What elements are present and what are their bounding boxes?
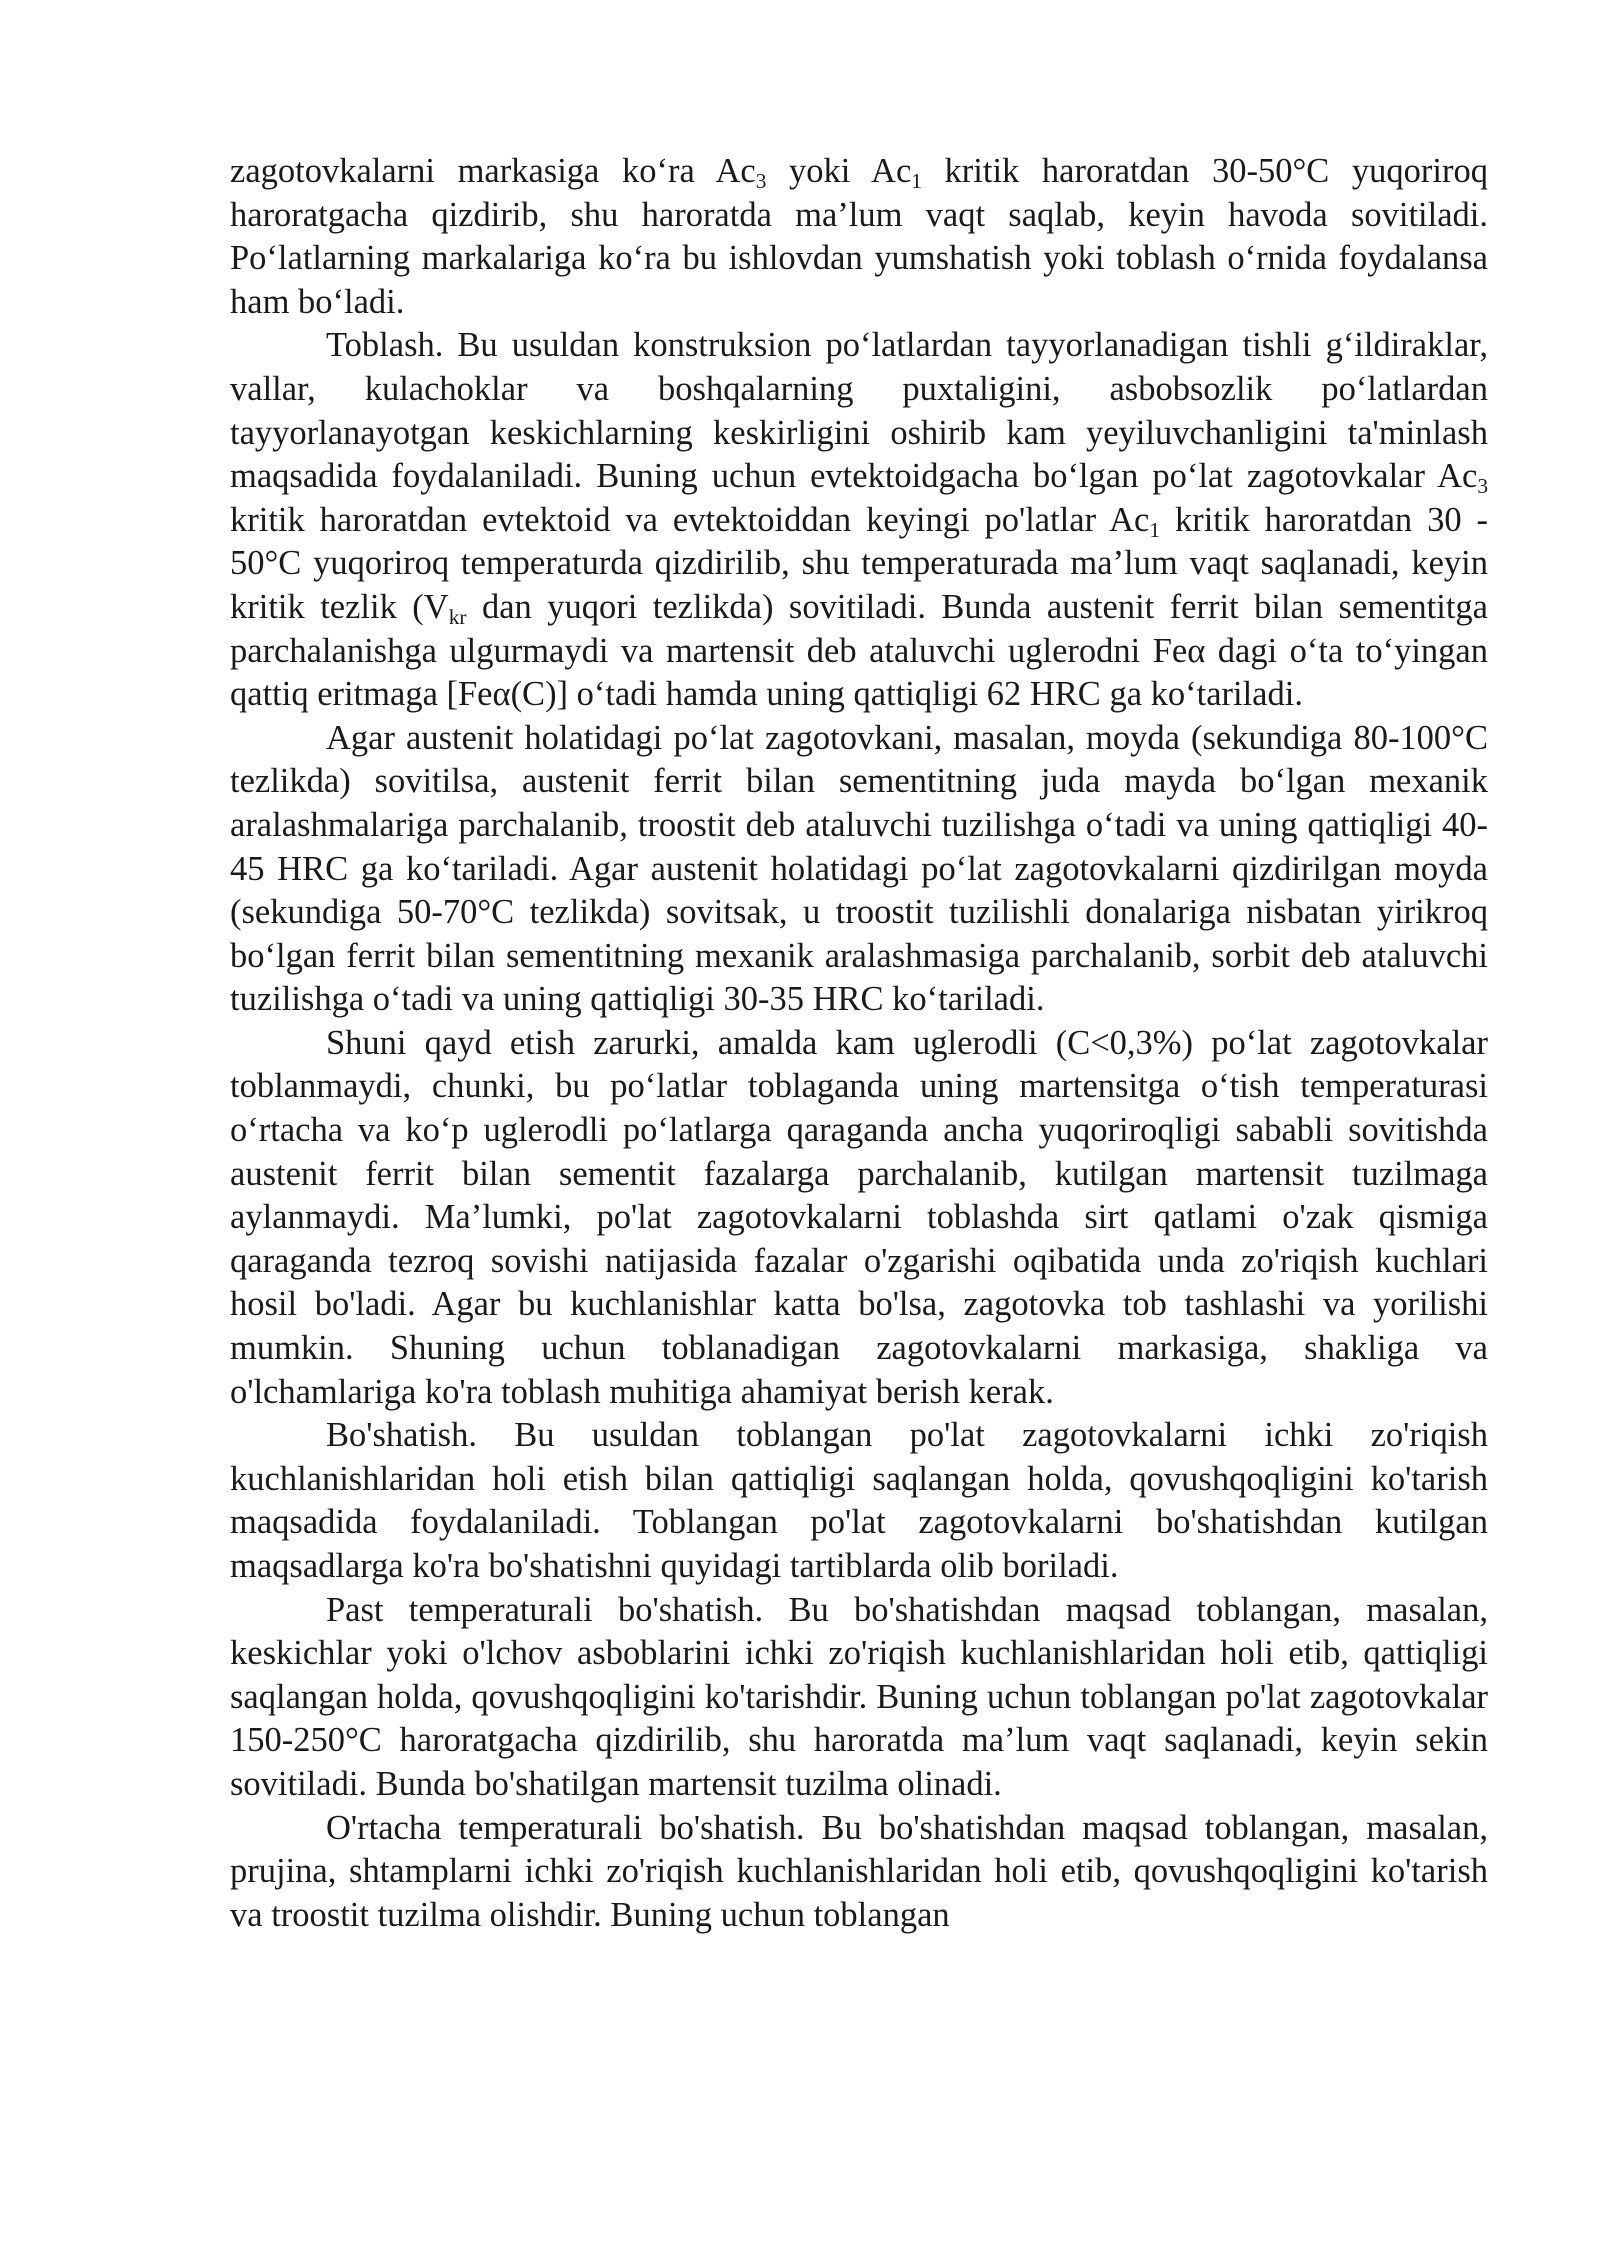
text-run: Toblash. Bu usuldan konstruksion po‘latlardan tayyorlanadigan tishli g‘ildiraklar, vallar, kulachoklar va boshqalarning puxtaligini, asbobsozlik po‘latlardan tayyorlanayotgan keskichlarning keskirligini oshirib kam yeyiluvchanligini ta'minlash maqsadida foydalaniladi. Buning uchun evtektoidgacha bo‘lgan po‘lat zagotovkalar Ac: [230, 326, 1488, 496]
paragraph-ortacha-temperaturali: [230, 1807, 1488, 1938]
paragraph-past-temperaturali: [230, 1589, 1488, 1807]
text-run: O'rtacha temperaturali bo'shatish. Bu bo'shatishdan maqsad toblangan, masalan, prujina, shtamplarni ichki zo'riqish kuchlanishlaridan holi etib, qovushqoqligini ko'tarish va troostit tuzilma olishdir. Buning uchun toblangan: [230, 1808, 1488, 1934]
text-run: zagotovkalarni markasiga ko‘ra Ac: [230, 152, 756, 190]
paragraph-toblash: [230, 324, 1488, 716]
text-run: yoki Ac: [766, 152, 912, 190]
paragraph-austenit: [230, 717, 1488, 1022]
subscript: 1: [911, 168, 922, 193]
document-page: [230, 150, 1488, 1937]
subscript: 1: [1149, 517, 1161, 542]
text-run: Past temperaturali bo'shatish. Bu bo'shatishdan maqsad toblangan, masalan, keskichlar yoki o'lchov asboblarini ichki zo'riqish kuchlanishlaridan holi etib, qattiqligi saqlangan holda, qovushqoqligini ko'tarishdir. Buning uchun toblangan po'lat zagotovkalar 150-250°C haroratgacha qizdirilib, shu haroratda ma’lum vaqt saqlanadi, keyin sekin sovitiladi. Bunda bo'shatilgan martensit tuzilma olinadi.: [230, 1590, 1488, 1803]
text-run: Shuni qayd etish zarurki, amalda kam uglerodli (C<0,3%) po‘lat zagotovkalar toblanmaydi, chunki, bu po‘latlar toblaganda uning martensitga o‘tish temperaturasi o‘rtacha va ko‘p uglerodli po‘latlarga qaraganda ancha yuqoriroqligi sababli sovitishda austenit ferrit bilan sementit fazalarga parchalanib, kutilgan martensit tuzilmaga aylanmaydi. Ma’lumki, po'lat zagotovkalarni toblashda sirt qatlami o'zak qismiga qaraganda tezroq sovishi natijasida fazalar o'zgarishi oqibatida unda zo'riqish kuchlari hosil bo'ladi. Agar bu kuchlanishlar katta bo'lsa, zagotovka tob tashlashi va yorilishi mumkin. Shuning uchun toblanadigan zagotovkalarni markasiga, shakliga va o'lchamlariga ko'ra toblash muhitiga ahamiyat berish kerak.: [230, 1023, 1488, 1411]
text-run: Bo'shatish. Bu usuldan toblangan po'lat zagotovkalarni ichki zo'riqish kuchlanishlaridan holi etish bilan qattiqligi saqlangan holda, qovushqoqligini ko'tarish maqsadida foydalaniladi. Toblangan po'lat zagotovkalarni bo'shatishdan kutilgan maqsadlarga ko'ra bo'shatishni quyidagi tartiblarda olib boriladi.: [230, 1416, 1488, 1585]
paragraph-boshatish: [230, 1414, 1488, 1588]
subscript: kr: [448, 604, 467, 629]
subscript: 3: [1477, 474, 1488, 499]
text-run: Agar austenit holatidagi po‘lat zagotovkani, masalan, moyda (sekundiga 80-100°C tezlikda) sovitilsa, austenit ferrit bilan sementitning juda mayda bo‘lgan mexanik aralashmalariga parchalanib, troostit deb ataluvchi tuzilishga o‘tadi va uning qattiqligi 40-45 HRC ga ko‘tariladi. Agar austenit holatidagi po‘lat zagotovkalarni qizdirilgan moyda (sekundiga 50-70°C tezlikda) sovitsak, u troostit tuzilishli donalariga nisbatan yirikroq bo‘lgan ferrit bilan sementitning mexanik aralashmasiga parchalanib, sorbit deb ataluvchi tuzilishga o‘tadi va uning qattiqligi 30-35 HRC ko‘tariladi.: [230, 718, 1488, 1019]
text-run: kritik haroratdan 30-50°C yuqoriroq haroratgacha qizdirib, shu haroratda ma’lum vaqt saqlab, keyin havoda sovitiladi. Po‘latlarning markalariga ko‘ra bu ishlovdan yumshatish yoki toblash o‘rnida foydalansa ham bo‘ladi.: [230, 152, 1488, 321]
paragraph-shuni-qayd: [230, 1022, 1488, 1414]
text-run: kritik haroratdan evtektoid va evtektoiddan keyingi po'latlar Ac: [230, 500, 1150, 539]
paragraph-intro: [230, 150, 1488, 324]
subscript: 3: [755, 168, 767, 193]
text-run: dan yuqori tezlikda) sovitiladi. Bunda austenit ferrit bilan sementitga parchalanishga ulgurmaydi va martensit deb ataluvchi uglerodni Feα dagi o‘ta to‘yingan qattiq eritmaga [Feα(C)] o‘tadi hamda uning qattiqligi 62 HRC ga ko‘tariladi.: [230, 587, 1488, 714]
text-run: kritik haroratdan 30 - 50°C yuqoriroq temperaturda qizdirilib, shu temperaturada ma’lum vaqt saqlanadi, keyin kritik tezlik (V: [230, 500, 1489, 626]
